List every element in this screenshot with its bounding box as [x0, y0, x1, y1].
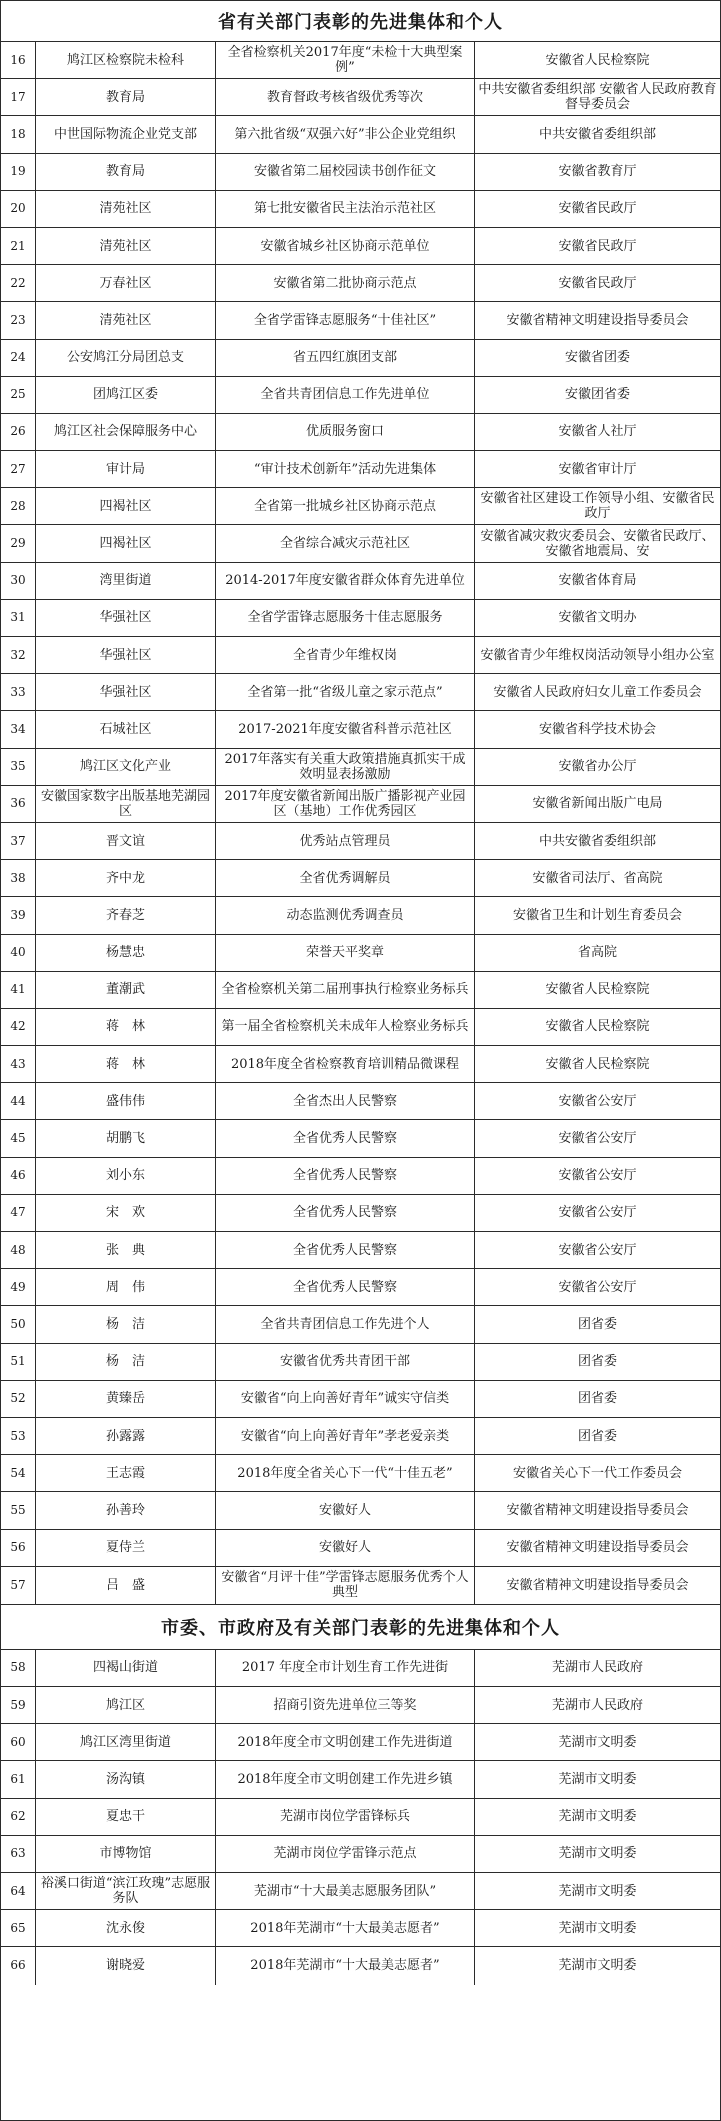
- section-rows: [1, 42, 720, 1604]
- honoree-name: 鸠江区社会保障服务中心: [36, 414, 216, 450]
- table-row: [1, 154, 720, 191]
- row-number: 39: [1, 897, 36, 933]
- honor-title: 安徽省“向上向善好青年”孝老爱亲类: [216, 1418, 475, 1454]
- honor-title: 2017-2021年度安徽省科普示范社区: [216, 711, 475, 747]
- issuing-body: 安徽省人民检察院: [545, 982, 650, 998]
- honor-title: 动态监测优秀调查员: [216, 897, 475, 933]
- table-row: [1, 972, 720, 1009]
- row-number: 18: [1, 116, 36, 152]
- honor-title: 2017 年度全市计划生育工作先进街: [216, 1650, 475, 1686]
- issuing-body: 安徽省民政厅: [558, 201, 637, 217]
- honoree-name: 教育局: [36, 79, 216, 115]
- row-number: 63: [1, 1836, 36, 1872]
- issuing-body: 团省委: [577, 1428, 617, 1444]
- table-row: [1, 1492, 720, 1529]
- row-number: 66: [1, 1947, 36, 1984]
- issuing-body: 安徽省人民政府妇女儿童工作委员会: [493, 684, 702, 700]
- row-number: 42: [1, 1009, 36, 1045]
- honor-title: 安徽省优秀共青团干部: [216, 1344, 475, 1380]
- section-title: 市委、市政府及有关部门表彰的先进集体和个人: [1, 1604, 720, 1650]
- honor-title: 优秀站点管理员: [216, 823, 475, 859]
- honor-title: 第一届全省检察机关未成年人检察业务标兵: [216, 1009, 475, 1045]
- table-row: [1, 1910, 720, 1947]
- issuing-body: 安徽省新闻出版广电局: [532, 796, 663, 812]
- table-row: [1, 823, 720, 860]
- honor-title: 安徽省“向上向善好青年”诚实守信类: [216, 1381, 475, 1417]
- row-number: 45: [1, 1120, 36, 1156]
- honoree-name: 董潮武: [36, 972, 216, 1008]
- row-number: 51: [1, 1344, 36, 1380]
- table-row: [1, 674, 720, 711]
- issuing-body: 安徽省精神文明建设指导委员会: [506, 1502, 689, 1518]
- table-row: [1, 1158, 720, 1195]
- honor-title: 全省优秀人民警察: [216, 1269, 475, 1305]
- honor-title: 全省优秀人民警察: [216, 1120, 475, 1156]
- row-number: 58: [1, 1650, 36, 1686]
- honoree-name: 杨慧忠: [36, 935, 216, 971]
- issuing-body: 安徽省公安厅: [558, 1131, 637, 1147]
- honor-title: 全省学雷锋志愿服务“十佳社区”: [216, 302, 475, 338]
- table-row: [1, 451, 720, 488]
- section-title: 省有关部门表彰的先进集体和个人: [1, 1, 720, 42]
- row-number: 48: [1, 1232, 36, 1268]
- honor-title: 安徽省第二批协商示范点: [216, 265, 475, 301]
- honoree-name: 裕溪口街道“滨江玫瑰”志愿服务队: [36, 1873, 216, 1909]
- row-number: 49: [1, 1269, 36, 1305]
- honor-title: 安徽好人: [216, 1492, 475, 1528]
- issuing-body: 芜湖市文明委: [558, 1883, 637, 1899]
- honoree-name: 鸠江区检察院未检科: [36, 42, 216, 78]
- row-number: 35: [1, 749, 36, 785]
- issuing-body: 芜湖市文明委: [558, 1772, 637, 1788]
- issuing-body: 芜湖市文明委: [558, 1920, 637, 1936]
- issuing-body: 团省委: [577, 1391, 617, 1407]
- issuing-body: 安徽省人民检察院: [545, 1019, 650, 1035]
- honor-title: 2017年度安徽省新闻出版广播影视产业园区（基地）工作优秀园区: [216, 786, 475, 822]
- honor-title: 全省第一批城乡社区协商示范点: [216, 488, 475, 524]
- table-row: [1, 1232, 720, 1269]
- honor-title: 安徽省第二届校园读书创作征文: [216, 154, 475, 190]
- issuing-body: 安徽省人社厅: [558, 424, 637, 440]
- table-row: [1, 1761, 720, 1798]
- row-number: 61: [1, 1761, 36, 1797]
- honor-title: 第六批省级“双强六好”非公企业党组织: [216, 116, 475, 152]
- honor-title: 芜湖市“十大最美志愿服务团队”: [216, 1873, 475, 1909]
- honor-title: 全省学雷锋志愿服务十佳志愿服务: [216, 600, 475, 636]
- honoree-name: 吕 盛: [36, 1567, 216, 1604]
- row-number: 47: [1, 1195, 36, 1231]
- honoree-name: 孙善玲: [36, 1492, 216, 1528]
- honoree-name: 石城社区: [36, 711, 216, 747]
- table-row: [1, 1344, 720, 1381]
- honor-title: 荣誉天平奖章: [216, 935, 475, 971]
- table-row: [1, 525, 720, 562]
- table-row: [1, 1650, 720, 1687]
- honoree-name: 周 伟: [36, 1269, 216, 1305]
- row-number: 55: [1, 1492, 36, 1528]
- honoree-name: 鸠江区文化产业: [36, 749, 216, 785]
- honor-title: 全省杰出人民警察: [216, 1083, 475, 1119]
- row-number: 24: [1, 340, 36, 376]
- honor-title: 优质服务窗口: [216, 414, 475, 450]
- honoree-name: 安徽国家数字出版基地芜湖园区: [36, 786, 216, 822]
- table-row: [1, 42, 720, 79]
- table-row: [1, 1799, 720, 1836]
- row-number: 21: [1, 228, 36, 264]
- honoree-name: 齐中龙: [36, 860, 216, 896]
- honoree-name: 宋 欢: [36, 1195, 216, 1231]
- honoree-name: 华强社区: [36, 600, 216, 636]
- row-number: 28: [1, 488, 36, 524]
- table-row: [1, 79, 720, 116]
- table-row: [1, 1083, 720, 1120]
- row-number: 22: [1, 265, 36, 301]
- issuing-body: 芜湖市文明委: [558, 1846, 637, 1862]
- table-row: [1, 488, 720, 525]
- row-number: 23: [1, 302, 36, 338]
- table-row: [1, 860, 720, 897]
- row-number: 52: [1, 1381, 36, 1417]
- honor-title: 招商引资先进单位三等奖: [216, 1687, 475, 1723]
- table-row: [1, 1195, 720, 1232]
- table-row: [1, 1009, 720, 1046]
- table-row: [1, 116, 720, 153]
- table-row: [1, 1530, 720, 1567]
- honor-title: 2014-2017年度安徽省群众体育先进单位: [216, 563, 475, 599]
- honor-title: 2018年度全市文明创建工作先进街道: [216, 1724, 475, 1760]
- issuing-body: 安徽省卫生和计划生育委员会: [512, 907, 682, 923]
- row-number: 44: [1, 1083, 36, 1119]
- table-row: [1, 1046, 720, 1083]
- honoree-name: 市博物馆: [36, 1836, 216, 1872]
- row-number: 43: [1, 1046, 36, 1082]
- row-number: 59: [1, 1687, 36, 1723]
- table-row: [1, 711, 720, 748]
- honor-title: 全省综合减灾示范社区: [216, 525, 475, 561]
- issuing-body: 安徽团省委: [564, 387, 630, 403]
- table-row: [1, 1418, 720, 1455]
- table-row: [1, 1836, 720, 1873]
- row-number: 29: [1, 525, 36, 561]
- honoree-name: 汤沟镇: [36, 1761, 216, 1797]
- issuing-body: 安徽省司法厅、省高院: [532, 870, 663, 886]
- honoree-name: 黄臻岳: [36, 1381, 216, 1417]
- table-row: [1, 786, 720, 823]
- row-number: 31: [1, 600, 36, 636]
- section-rows: [1, 1650, 720, 1985]
- table-row: [1, 600, 720, 637]
- honoree-name: 四褐山街道: [36, 1650, 216, 1686]
- issuing-body: 安徽省公安厅: [558, 1205, 637, 1221]
- honor-title: 安徽省“月评十佳”学雷锋志愿服务优秀个人典型: [216, 1567, 475, 1604]
- honor-title: 全省青少年维权岗: [216, 637, 475, 673]
- row-number: 26: [1, 414, 36, 450]
- honoree-name: 公安鸠江分局团总支: [36, 340, 216, 376]
- issuing-body: 安徽省公安厅: [558, 1093, 637, 1109]
- issuing-body: 安徽省公安厅: [558, 1279, 637, 1295]
- honoree-name: 清苑社区: [36, 228, 216, 264]
- row-number: 50: [1, 1306, 36, 1342]
- honor-title: 省五四红旗团支部: [216, 340, 475, 376]
- table-row: [1, 1724, 720, 1761]
- row-number: 30: [1, 563, 36, 599]
- honoree-name: 张 典: [36, 1232, 216, 1268]
- row-number: 46: [1, 1158, 36, 1194]
- issuing-body: 芜湖市人民政府: [551, 1697, 643, 1713]
- issuing-body: 安徽省民政厅: [558, 238, 637, 254]
- honoree-name: 齐春芝: [36, 897, 216, 933]
- honor-title: 2018年度全省关心下一代“十佳五老”: [216, 1455, 475, 1491]
- issuing-body: 安徽省公安厅: [558, 1242, 637, 1258]
- issuing-body: 安徽省社区建设工作领导小组、安徽省民政厅: [480, 491, 715, 522]
- table-row: [1, 414, 720, 451]
- row-number: 53: [1, 1418, 36, 1454]
- issuing-body: 中共安徽省委组织部: [538, 126, 656, 142]
- honoree-name: 华强社区: [36, 637, 216, 673]
- issuing-body: 安徽省科学技术协会: [538, 721, 656, 737]
- row-number: 17: [1, 79, 36, 115]
- honoree-name: 蒋 林: [36, 1046, 216, 1082]
- table-row: [1, 1455, 720, 1492]
- issuing-body: 芜湖市人民政府: [551, 1660, 643, 1676]
- honor-title: 2018年度全省检察教育培训精品微课程: [216, 1046, 475, 1082]
- row-number: 56: [1, 1530, 36, 1566]
- row-number: 37: [1, 823, 36, 859]
- honoree-name: 夏忠干: [36, 1799, 216, 1835]
- honoree-name: 清苑社区: [36, 191, 216, 227]
- table-row: [1, 302, 720, 339]
- issuing-body: 安徽省青少年维权岗活动领导小组办公室: [480, 647, 715, 663]
- issuing-body: 安徽省民政厅: [558, 275, 637, 291]
- honor-title: 2018年度全市文明创建工作先进乡镇: [216, 1761, 475, 1797]
- table-row: [1, 340, 720, 377]
- honor-title: 芜湖市岗位学雷锋标兵: [216, 1799, 475, 1835]
- honor-title: 教育督政考核省级优秀等次: [216, 79, 475, 115]
- row-number: 33: [1, 674, 36, 710]
- honoree-name: 盛伟伟: [36, 1083, 216, 1119]
- honoree-name: 四褐社区: [36, 525, 216, 561]
- honoree-name: 湾里街道: [36, 563, 216, 599]
- honoree-name: 杨 洁: [36, 1344, 216, 1380]
- honoree-name: 鸠江区湾里街道: [36, 1724, 216, 1760]
- row-number: 36: [1, 786, 36, 822]
- honoree-name: 蒋 林: [36, 1009, 216, 1045]
- honoree-name: 万春社区: [36, 265, 216, 301]
- issuing-body: 安徽省精神文明建设指导委员会: [506, 1540, 689, 1556]
- issuing-body: 安徽省精神文明建设指导委员会: [506, 312, 689, 328]
- honor-title: 安徽省城乡社区协商示范单位: [216, 228, 475, 264]
- honor-title: 全省优秀调解员: [216, 860, 475, 896]
- honoree-name: 华强社区: [36, 674, 216, 710]
- honoree-name: 沈永俊: [36, 1910, 216, 1946]
- table-row: [1, 265, 720, 302]
- table-row: [1, 897, 720, 934]
- honor-title: 2018年芜湖市“十大最美志愿者”: [216, 1947, 475, 1984]
- table-row: [1, 377, 720, 414]
- row-number: 41: [1, 972, 36, 1008]
- honor-title: 全省优秀人民警察: [216, 1195, 475, 1231]
- issuing-body: 安徽省办公厅: [558, 759, 637, 775]
- row-number: 64: [1, 1873, 36, 1909]
- table-row: [1, 228, 720, 265]
- issuing-body: 安徽省减灾救灾委员会、安徽省民政厅、安徽省地震局、安: [480, 528, 715, 559]
- issuing-body: 省高院: [577, 945, 617, 961]
- issuing-body: 安徽省人民检察院: [545, 1056, 650, 1072]
- row-number: 40: [1, 935, 36, 971]
- table-row: [1, 1269, 720, 1306]
- issuing-body: 团省委: [577, 1354, 617, 1370]
- honoree-name: 清苑社区: [36, 302, 216, 338]
- row-number: 60: [1, 1724, 36, 1760]
- row-number: 32: [1, 637, 36, 673]
- honoree-name: 胡鹏飞: [36, 1120, 216, 1156]
- honor-title: 全省优秀人民警察: [216, 1158, 475, 1194]
- row-number: 34: [1, 711, 36, 747]
- table-row: [1, 1567, 720, 1604]
- honor-title: 全省第一批“省级儿童之家示范点”: [216, 674, 475, 710]
- honoree-name: 夏侍兰: [36, 1530, 216, 1566]
- honor-title: 2018年芜湖市“十大最美志愿者”: [216, 1910, 475, 1946]
- honoree-name: 晋文谊: [36, 823, 216, 859]
- honoree-name: 鸠江区: [36, 1687, 216, 1723]
- row-number: 19: [1, 154, 36, 190]
- honor-title: 芜湖市岗位学雷锋示范点: [216, 1836, 475, 1872]
- honor-title: 全省优秀人民警察: [216, 1232, 475, 1268]
- table-row: [1, 749, 720, 786]
- row-number: 27: [1, 451, 36, 487]
- table-row: [1, 1873, 720, 1910]
- honoree-name: 谢晓爱: [36, 1947, 216, 1984]
- honor-title: “审计技术创新年”活动先进集体: [216, 451, 475, 487]
- table-row: [1, 935, 720, 972]
- issuing-body: 芜湖市文明委: [558, 1958, 637, 1974]
- honor-title: 全省检察机关2017年度“未检十大典型案例”: [216, 42, 475, 78]
- issuing-body: 安徽省体育局: [558, 573, 637, 589]
- issuing-body: 安徽省团委: [564, 350, 630, 366]
- table-row: [1, 637, 720, 674]
- table-row: [1, 1687, 720, 1724]
- honoree-name: 审计局: [36, 451, 216, 487]
- honoree-name: 中世国际物流企业党支部: [36, 116, 216, 152]
- honoree-name: 杨 洁: [36, 1306, 216, 1342]
- issuing-body: 团省委: [577, 1316, 617, 1332]
- honor-title: 全省共青团信息工作先进单位: [216, 377, 475, 413]
- row-number: 65: [1, 1910, 36, 1946]
- issuing-body: 安徽省人民检察院: [545, 52, 650, 68]
- honor-title: 全省共青团信息工作先进个人: [216, 1306, 475, 1342]
- row-number: 38: [1, 860, 36, 896]
- honor-title: 2017年落实有关重大政策措施真抓实干成效明显表扬激励: [216, 749, 475, 785]
- honoree-name: 团鸠江区委: [36, 377, 216, 413]
- issuing-body: 安徽省精神文明建设指导委员会: [506, 1577, 689, 1593]
- issuing-body: 芜湖市文明委: [558, 1734, 637, 1750]
- issuing-body: 芜湖市文明委: [558, 1809, 637, 1825]
- issuing-body: 中共安徽省委组织部: [538, 833, 656, 849]
- honoree-name: 王志霞: [36, 1455, 216, 1491]
- issuing-body: 安徽省关心下一代工作委员会: [512, 1465, 682, 1481]
- table-row: [1, 563, 720, 600]
- honor-title: 全省检察机关第二届刑事执行检察业务标兵: [216, 972, 475, 1008]
- issuing-body: 安徽省文明办: [558, 610, 637, 626]
- table-row: [1, 1120, 720, 1157]
- issuing-body: 安徽省教育厅: [558, 164, 637, 180]
- table-row: [1, 1381, 720, 1418]
- table-row: [1, 1306, 720, 1343]
- row-number: 57: [1, 1567, 36, 1604]
- honor-title: 安徽好人: [216, 1530, 475, 1566]
- table-row: [1, 191, 720, 228]
- honoree-name: 孙露露: [36, 1418, 216, 1454]
- row-number: 62: [1, 1799, 36, 1835]
- row-number: 16: [1, 42, 36, 78]
- row-number: 25: [1, 377, 36, 413]
- issuing-body: 中共安徽省委组织部 安徽省人民政府教育督导委员会: [478, 82, 717, 113]
- honor-title: 第七批安徽省民主法治示范社区: [216, 191, 475, 227]
- row-number: 20: [1, 191, 36, 227]
- row-number: 54: [1, 1455, 36, 1491]
- issuing-body: 安徽省审计厅: [558, 461, 637, 477]
- honoree-name: 四褐社区: [36, 488, 216, 524]
- table-row: [1, 1947, 720, 1984]
- honoree-name: 教育局: [36, 154, 216, 190]
- issuing-body: 安徽省公安厅: [558, 1168, 637, 1184]
- honoree-name: 刘小东: [36, 1158, 216, 1194]
